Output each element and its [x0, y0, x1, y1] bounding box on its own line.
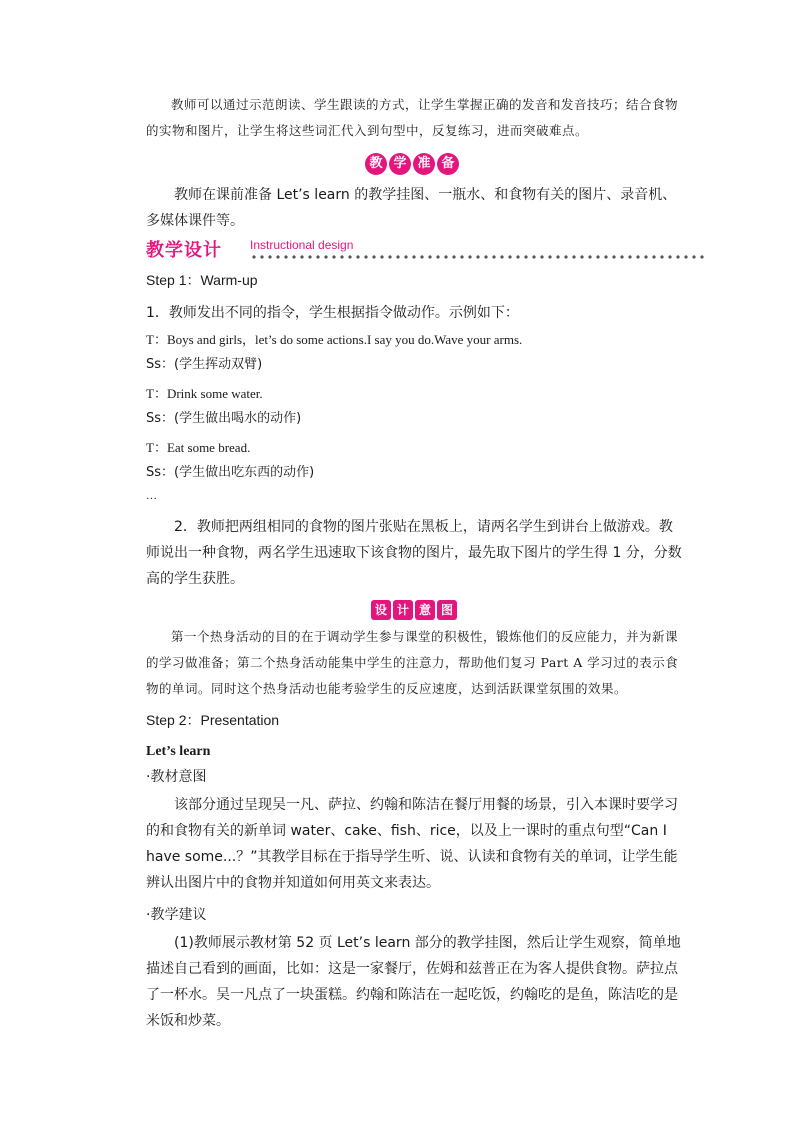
dialog-ellipsis: …: [146, 490, 157, 502]
intent-badge-char: 图: [437, 600, 457, 620]
prep-badge-char: 教: [365, 153, 387, 175]
intent-badge-char: 计: [393, 600, 413, 620]
dialog-line: T：Boys and girls，let’s do some actions.I say you do.Wave your arms.: [146, 332, 523, 347]
prep-badge: [358, 152, 466, 176]
teaching-advice-label: ·教学建议: [146, 907, 207, 923]
lets-learn-title: Let’s learn: [146, 744, 211, 759]
material-intent-paragraph: 该部分通过呈现吴一凡、萨拉、约翰和陈洁在餐厅用餐的场景，引入本课时要学习的和食物有关的新单词 water、cake、fish、rice，以及上一课时的重点句型“Can I have some...？”其教学目标在于指导学生听、说、认读和食物有关的单词，让学生能辨认出图片中的食物并知道如何用英文来表达。: [146, 797, 678, 891]
step1-title: Step 1：Warm-up: [146, 272, 258, 288]
dotted-divider: [250, 254, 706, 260]
prep-paragraph: 教师在课前准备 Let’s learn 的教学挂图、一瓶水、和食物有关的图片、录音机、多媒体课件等。: [146, 187, 677, 229]
design-heading-en: Instructional design: [250, 238, 354, 252]
design-heading-zh: 教学设计: [146, 240, 222, 261]
teaching-advice-paragraph: (1)教师展示教材第 52 页 Let’s learn 部分的教学挂图，然后让学生观察，简单地描述自己看到的画面，比如：这是一家餐厅，佐姆和兹普正在为客人提供食物。萨拉点了一杯水。吴一凡点了一块蛋糕。约翰和陈洁在一起吃饭，约翰吃的是鱼，陈洁吃的是米饭和炒菜。: [146, 935, 681, 1029]
material-intent-label: ·教材意图: [146, 769, 207, 785]
dialog-line: Ss：(学生做出吃东西的动作): [146, 465, 315, 480]
dialog-line: Ss：(学生挥动双臂): [146, 357, 263, 372]
intent-paragraph: 第一个热身活动的目的在于调动学生参与课堂的积极性，锻炼他们的反应能力，并为新课的学习做准备；第二个热身活动能集中学生的注意力，帮助他们复习 Part A 学习过的表示食物的单词。同时这个热身活动也能考验学生的反应速度，达到活跃课堂氛围的效果。: [146, 629, 679, 696]
prep-badge-char: 学: [389, 153, 411, 175]
intent-badge-char: 意: [415, 600, 435, 620]
dialog-line: Ss：(学生做出喝水的动作): [146, 411, 302, 426]
intent-badge: [364, 598, 464, 622]
step1-item2: 2．教师把两组相同的食物的图片张贴在黑板上，请两名学生到讲台上做游戏。教师说出一种食物，两名学生迅速取下该食物的图片，最先取下图片的学生得 1 分，分数高的学生获胜。: [146, 519, 682, 587]
intro-paragraph: 教师可以通过示范朗读、学生跟读的方式，让学生掌握正确的发音和发音技巧；结合食物的实物和图片，让学生将这些词汇代入到句型中，反复练习，进而突破难点。: [146, 97, 679, 138]
intent-badge-char: 设: [371, 600, 391, 620]
step2-title: Step 2：Presentation: [146, 712, 280, 728]
dialog-line: T：Eat some bread.: [146, 440, 251, 455]
prep-badge-char: 准: [413, 153, 435, 175]
dialog-line: T：Drink some water.: [146, 386, 263, 401]
prep-badge-char: 备: [437, 153, 459, 175]
step1-item1: 1．教师发出不同的指令，学生根据指令做动作。示例如下：: [146, 305, 519, 321]
design-heading: [146, 236, 706, 264]
